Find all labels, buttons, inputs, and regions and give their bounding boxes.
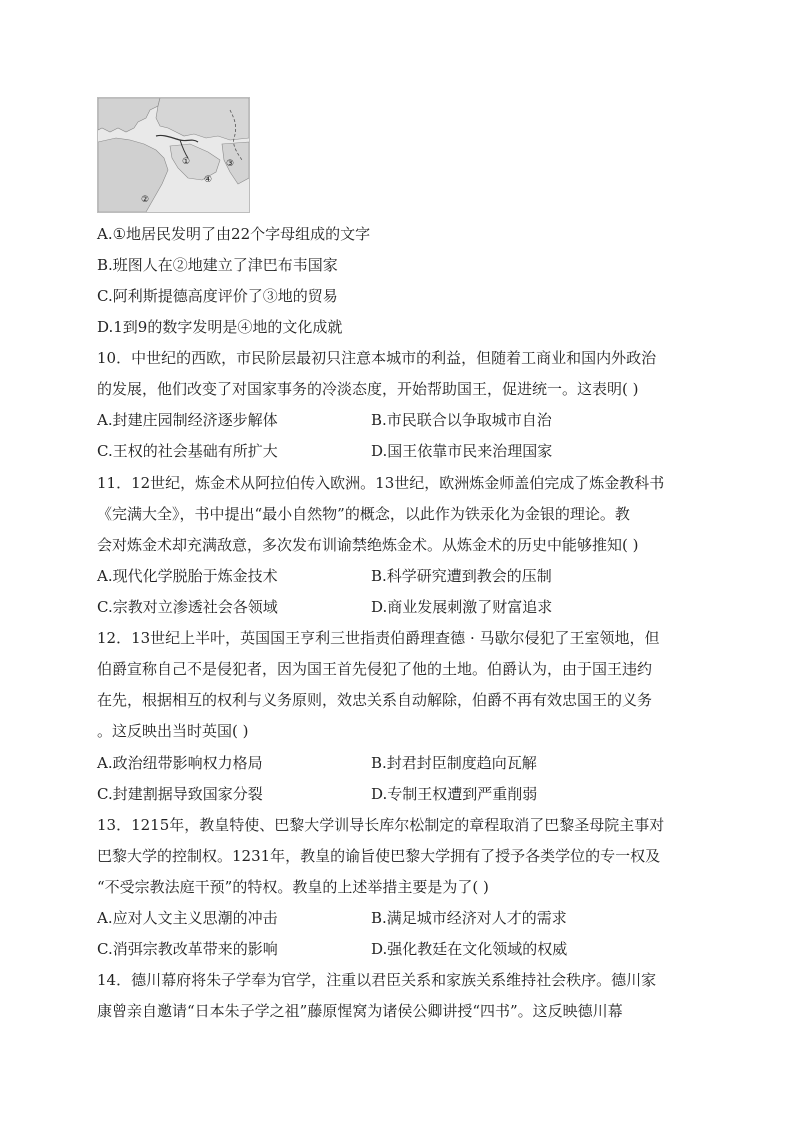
q11-option-b: B.科学研究遭到教会的压制 bbox=[371, 567, 552, 585]
q12-stem-line-3: 在先，根据相互的权利与义务原则，效忠关系自动解除，伯爵不再有效忠国王的义务 bbox=[97, 691, 653, 709]
q9-option-b: B.班图人在②地建立了津巴布韦国家 bbox=[97, 256, 338, 274]
historical-map-figure bbox=[97, 97, 250, 213]
q12-stem-line-1: 12．13世纪上半叶，英国国王亨利三世指责伯爵理查德 · 马歇尔侵犯了王室领地，但 bbox=[97, 629, 660, 647]
map-marker-4: ④ bbox=[204, 175, 213, 185]
q12-option-c: C.封建割据导致国家分裂 bbox=[97, 785, 263, 803]
q11-stem-line-3: 会对炼金术却充满敌意，多次发布训谕禁绝炼金术。从炼金术的历史中能够推知( ) bbox=[97, 536, 639, 554]
q11-stem-line-1: 11．12世纪，炼金术从阿拉伯传入欧洲。13世纪，欧洲炼金师盖伯完成了炼金教科书 bbox=[97, 474, 665, 492]
q9-option-a: A.①地居民发明了由22个字母组成的文字 bbox=[97, 225, 371, 243]
q12-option-a: A.政治纽带影响权力格局 bbox=[97, 754, 263, 772]
q13-option-c: C.消弭宗教改革带来的影响 bbox=[97, 940, 278, 958]
q10-stem-line-2: 的发展，他们改变了对国家事务的冷淡态度，开始帮助国王，促进统一。这表明( ) bbox=[97, 380, 639, 398]
q13-option-a: A.应对人文主义思潮的冲击 bbox=[97, 909, 278, 927]
q12-stem-line-4: 。这反映出当时英国( ) bbox=[97, 722, 249, 740]
q11-option-d: D.商业发展刺激了财富追求 bbox=[371, 598, 553, 616]
q14-stem-line-2: 康曾亲自邀请“日本朱子学之祖”藤原惺窝为诸侯公卿讲授“四书”。这反映德川幕 bbox=[97, 1002, 623, 1020]
q13-option-b: B.满足城市经济对人才的需求 bbox=[371, 909, 567, 927]
q11-option-c: C.宗教对立渗透社会各领域 bbox=[97, 598, 278, 616]
q10-stem-line-1: 10．中世纪的西欧，市民阶层最初只注意本城市的利益，但随着工商业和国内外政治 bbox=[97, 349, 657, 367]
q10-option-d: D.国王依靠市民来治理国家 bbox=[371, 442, 553, 460]
q13-option-d: D.强化教廷在文化领域的权威 bbox=[371, 940, 568, 958]
q13-stem-line-3: “不受宗教法庭干预”的特权。教皇的上述举措主要是为了( ) bbox=[97, 878, 489, 896]
q9-option-d: D.1到9的数字发明是④地的文化成就 bbox=[97, 318, 343, 336]
q13-stem-line-1: 13．1215年，教皇特使、巴黎大学训导长库尔松制定的章程取消了巴黎圣母院主事对 bbox=[97, 816, 665, 834]
q10-option-b: B.市民联合以争取城市自治 bbox=[371, 411, 552, 429]
q9-option-c: C.阿利斯提德高度评价了③地的贸易 bbox=[97, 287, 338, 305]
map-marker-2: ② bbox=[141, 195, 150, 205]
map-marker-3: ③ bbox=[226, 159, 235, 169]
q10-option-a: A.封建庄园制经济逐步解体 bbox=[97, 411, 278, 429]
q14-stem-line-1: 14．德川幕府将朱子学奉为官学，注重以君臣关系和家族关系维持社会秩序。德川家 bbox=[97, 971, 657, 989]
q12-stem-line-2: 伯爵宣称自己不是侵犯者，因为国王首先侵犯了他的土地。伯爵认为，由于国王违约 bbox=[97, 660, 653, 678]
q13-stem-line-2: 巴黎大学的控制权。1231年，教皇的谕旨使巴黎大学拥有了授予各类学位的专一权及 bbox=[97, 847, 661, 865]
q11-stem-line-2: 《完满大全》，书中提出“最小自然物”的概念，以此作为铁汞化为金银的理论。教 bbox=[97, 505, 630, 523]
map-marker-1: ① bbox=[182, 157, 191, 167]
q11-option-a: A.现代化学脱胎于炼金技术 bbox=[97, 567, 278, 585]
map-drawing bbox=[98, 98, 249, 212]
q10-option-c: C.王权的社会基础有所扩大 bbox=[97, 442, 278, 460]
q12-option-d: D.专制王权遭到严重削弱 bbox=[371, 785, 538, 803]
q12-option-b: B.封君封臣制度趋向瓦解 bbox=[371, 754, 537, 772]
